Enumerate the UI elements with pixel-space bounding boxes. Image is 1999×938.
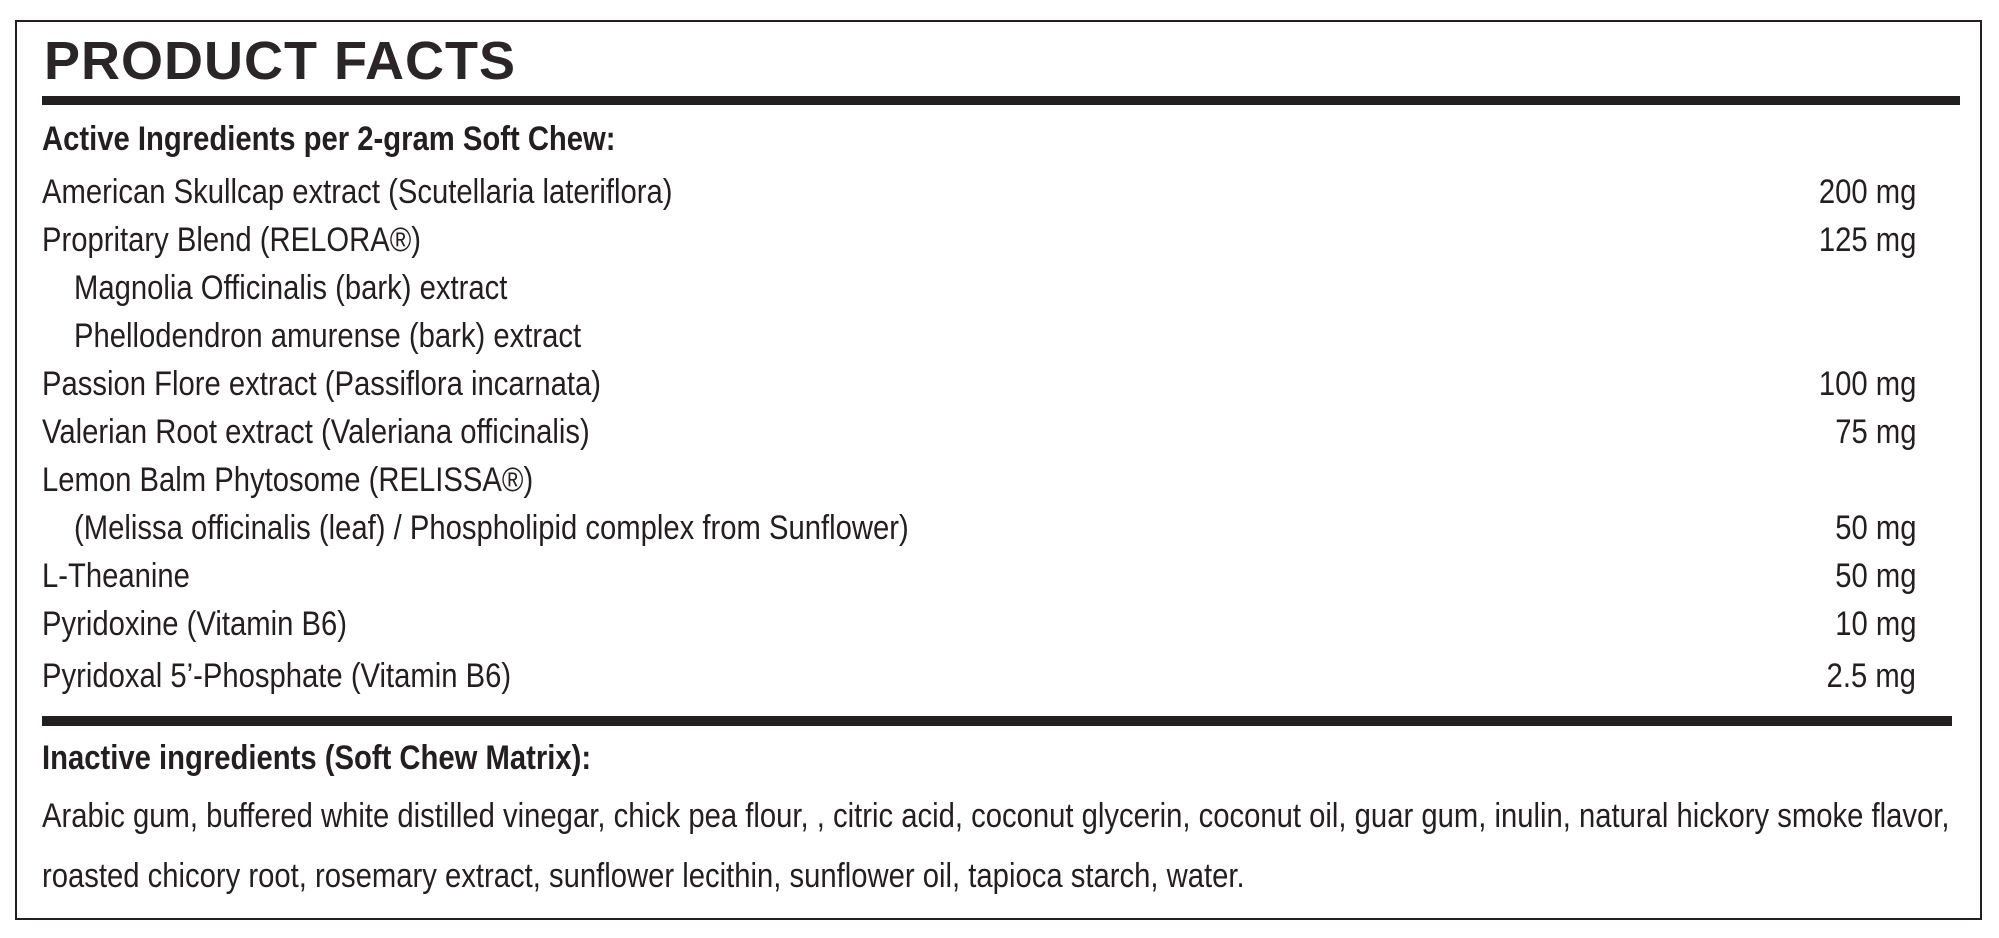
ingredient-name: Pyridoxal 5’-Phosphate (Vitamin B6) — [42, 657, 512, 695]
ingredient-name: Pyridoxine (Vitamin B6) — [42, 605, 347, 643]
ingredient-name: Magnolia Officinalis (bark) extract — [74, 269, 508, 307]
ingredient-row — [42, 554, 1916, 598]
ingredient-row — [42, 314, 1916, 358]
panel-title: PRODUCT FACTS — [44, 31, 516, 91]
ingredient-amount: 200 mg — [1818, 173, 1916, 211]
active-ingredients-heading: Active Ingredients per 2-gram Soft Chew: — [42, 120, 616, 158]
ingredient-amount: 50 mg — [1834, 557, 1916, 595]
inactive-ingredients-heading: Inactive ingredients (Soft Chew Matrix): — [42, 739, 592, 777]
ingredient-name: Lemon Balm Phytosome (RELISSA®) — [42, 461, 534, 499]
ingredient-row — [42, 602, 1916, 646]
ingredient-name: Phellodendron amurense (bark) extract — [74, 317, 582, 355]
ingredient-row — [42, 458, 1916, 502]
title-divider — [42, 96, 1960, 105]
ingredient-row — [42, 654, 1916, 698]
ingredient-row — [42, 410, 1916, 454]
ingredient-name: Passion Flore extract (Passiflora incarnata) — [42, 365, 602, 403]
ingredient-amount: 125 mg — [1818, 221, 1916, 259]
ingredient-row — [42, 266, 1916, 310]
ingredient-amount: 10 mg — [1834, 605, 1916, 643]
ingredient-name: American Skullcap extract (Scutellaria lateriflora) — [42, 173, 673, 211]
ingredient-row — [42, 170, 1916, 214]
ingredient-name: Valerian Root extract (Valeriana officinalis) — [42, 413, 590, 451]
ingredient-amount: 50 mg — [1834, 509, 1916, 547]
ingredient-row — [42, 506, 1916, 550]
ingredient-amount: 100 mg — [1818, 365, 1916, 403]
ingredient-row — [42, 218, 1916, 262]
section-divider — [42, 716, 1952, 726]
ingredient-name: (Melissa officinalis (leaf) / Phospholipid complex from Sunflower) — [74, 509, 909, 547]
ingredient-row — [42, 362, 1916, 406]
ingredient-amount: 2.5 mg — [1826, 657, 1916, 695]
ingredient-name: Propritary Blend (RELORA®) — [42, 221, 422, 259]
ingredient-name: L-Theanine — [42, 557, 190, 595]
ingredient-amount: 75 mg — [1834, 413, 1916, 451]
inactive-ingredients-text: Arabic gum, buffered white distilled vinegar, chick pea flour, , citric acid, coconut glycerin, coconut oil, guar gum, inulin, natural hickory smoke flavor, roasted chicory root, rosemary extract, sunflower lecithin, sunflower oil, tapioca starch, water. — [42, 797, 1950, 895]
